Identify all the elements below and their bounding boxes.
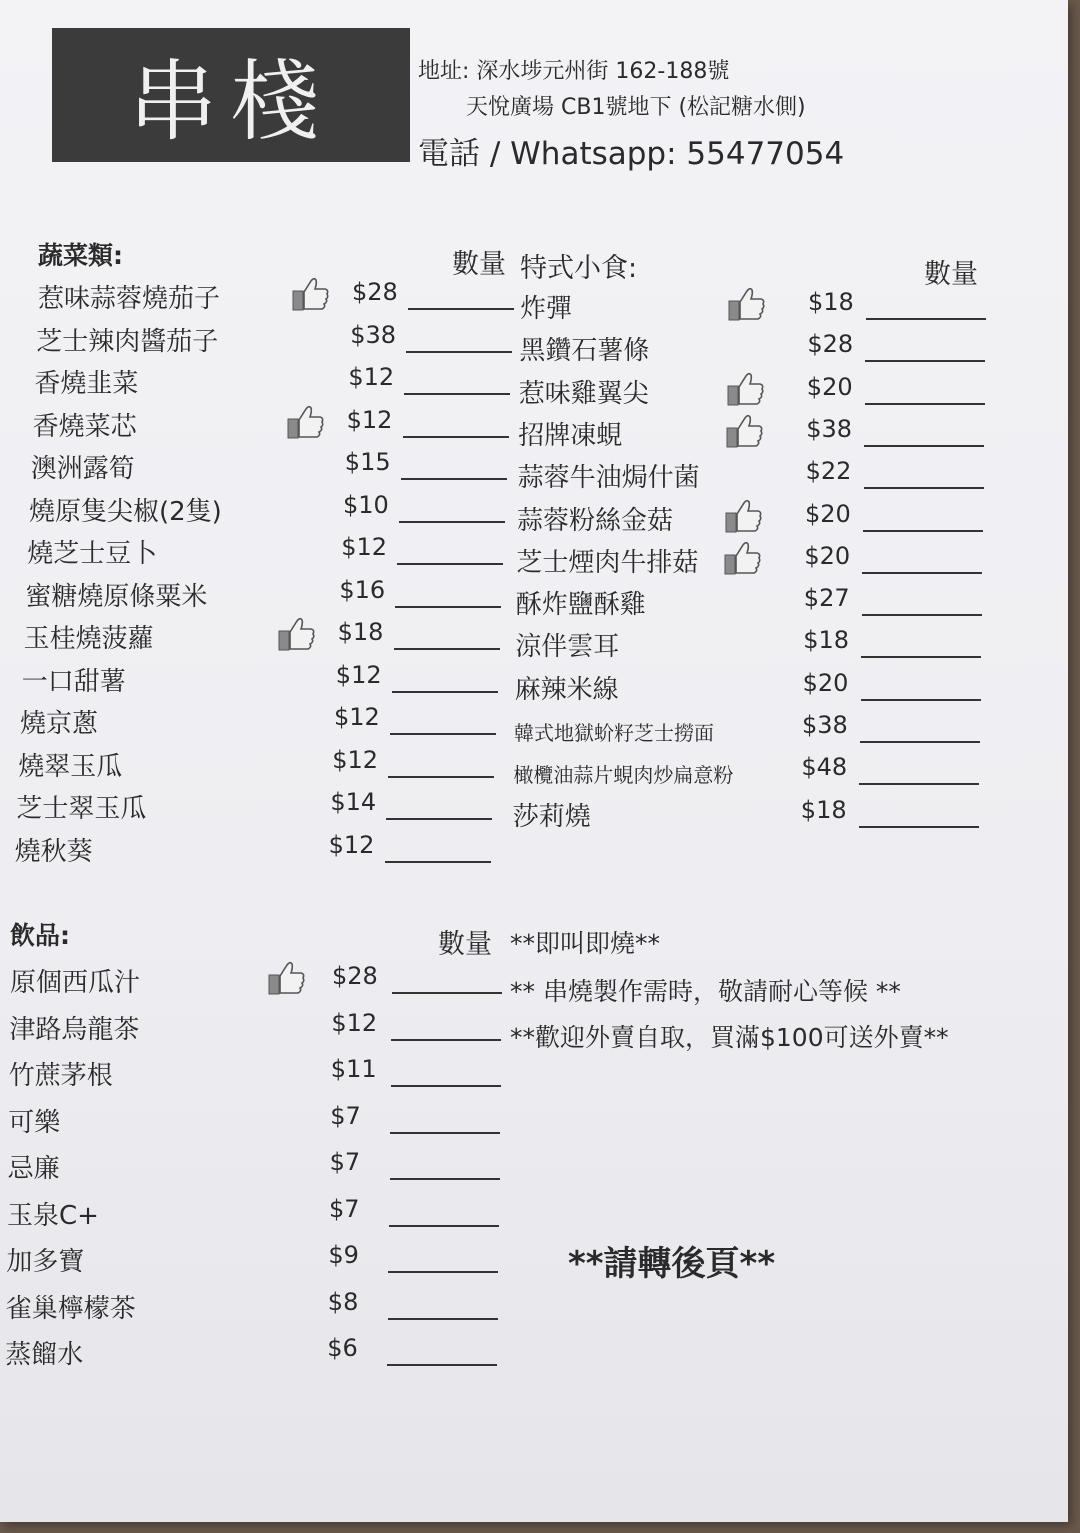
item-name: 津路烏龍茶	[9, 1014, 140, 1045]
item-price: $8	[327, 1287, 359, 1316]
item-name: 燒原隻尖椒(2隻)	[29, 496, 222, 527]
thumbs-up-icon	[268, 960, 306, 996]
item-name: 燒京蔥	[20, 709, 99, 739]
item-price: $48	[801, 753, 848, 782]
item-price: $28	[332, 962, 378, 990]
item-price: $15	[344, 448, 391, 476]
item-name: 燒秋葵	[14, 836, 93, 867]
menu-item-row	[0, 711, 1068, 751]
item-name: 招牌凍蜆	[518, 420, 623, 451]
item-name: 蒜蓉牛油焗什菌	[517, 463, 700, 494]
item-price: $11	[330, 1055, 377, 1083]
item-price: $12	[335, 660, 382, 689]
quantity-line[interactable]	[862, 614, 982, 616]
item-name: 黑鑽石薯條	[519, 336, 650, 367]
item-price: $22	[805, 457, 852, 486]
item-price: $18	[800, 795, 847, 824]
menu-item-row	[0, 831, 1068, 871]
note-line: **歡迎外賣自取，買滿$100可送外賣**	[510, 1023, 949, 1052]
menu-item-row	[0, 288, 1068, 328]
item-name: 可樂	[8, 1107, 61, 1138]
quantity-line[interactable]	[388, 1271, 498, 1273]
menu-item-row	[0, 584, 1068, 624]
note-line: ** 串燒製作需時，敬請耐心等候 **	[510, 977, 901, 1006]
item-price: $9	[328, 1241, 359, 1269]
quantity-line[interactable]	[861, 656, 981, 658]
logo-text: 串棧	[128, 50, 333, 153]
menu-item-row	[0, 1241, 1068, 1281]
phone-number: 電話 / Whatsapp: 55477054	[418, 136, 845, 172]
item-name: 麻辣米線	[514, 674, 619, 705]
quantity-line[interactable]	[390, 1178, 500, 1180]
item-name: 玉泉C+	[7, 1200, 99, 1231]
item-name: 雀巢檸檬茶	[5, 1293, 136, 1324]
quantity-line[interactable]	[865, 360, 985, 362]
quantity-line[interactable]	[390, 1132, 500, 1134]
item-price: $27	[803, 584, 850, 613]
menu-item-row	[0, 330, 1068, 370]
menu-item-row	[0, 1148, 1068, 1188]
quantity-line[interactable]	[866, 318, 986, 320]
item-price: $7	[329, 1148, 361, 1176]
item-name: 一口甜薯	[21, 666, 126, 697]
quantity-line[interactable]	[388, 1318, 498, 1320]
thumbs-up-icon	[724, 540, 762, 576]
menu-item-row	[0, 1195, 1068, 1235]
item-name: 芝士煙肉牛排菇	[516, 547, 699, 578]
item-name: 炸彈	[520, 294, 573, 324]
vegetables-heading: 蔬菜類:	[38, 241, 123, 270]
item-name: 橄欖油蒜片蜆肉炒扁意粉	[513, 763, 734, 788]
vegetables-qty-heading: 數量	[452, 249, 506, 280]
item-name: 玉桂燒菠蘿	[23, 624, 154, 654]
item-price: $14	[330, 788, 377, 816]
item-price: $20	[804, 541, 851, 570]
menu-item-row	[0, 1102, 1068, 1142]
quantity-line[interactable]	[864, 487, 984, 489]
quantity-line[interactable]	[865, 403, 985, 405]
snacks-heading: 特式小食:	[520, 253, 638, 284]
item-price: $12	[328, 830, 375, 859]
quantity-line[interactable]	[859, 783, 979, 785]
quantity-line[interactable]	[863, 530, 983, 532]
item-price: $10	[343, 490, 389, 519]
item-name: 涼伴雲耳	[515, 632, 620, 663]
menu-item-row	[0, 1334, 1068, 1374]
item-name: 燒芝士豆卜	[27, 539, 158, 569]
drinks-qty-heading: 數量	[438, 929, 492, 960]
item-name: 芝士翠玉瓜	[16, 794, 147, 824]
item-price: $28	[807, 330, 854, 359]
item-name: 酥炸鹽酥雞	[515, 590, 646, 621]
item-price: $12	[331, 1008, 378, 1037]
menu-item-row	[0, 626, 1068, 666]
item-name: 芝士辣肉醬茄子	[36, 326, 219, 357]
turn-page-note: **請轉後頁**	[568, 1244, 776, 1284]
item-price: $20	[806, 372, 853, 401]
thumbs-up-icon	[725, 498, 763, 534]
quantity-line[interactable]	[860, 741, 980, 743]
item-name: 莎莉燒	[512, 801, 591, 832]
item-name: 加多寶	[6, 1247, 85, 1277]
item-price: $20	[802, 668, 849, 697]
menu-item-row	[0, 500, 1068, 540]
snacks-qty-heading: 數量	[924, 259, 978, 290]
item-name: 惹味蒜蓉燒茄子	[38, 284, 221, 314]
item-name: 韓式地獄蚧籽芝士撈面	[514, 721, 714, 745]
quantity-line[interactable]	[392, 992, 502, 994]
quantity-line[interactable]	[861, 699, 981, 701]
note-line: **即叫即燒**	[510, 929, 661, 958]
item-name: 原個西瓜汁	[10, 968, 141, 998]
menu-item-row	[0, 542, 1068, 582]
menu-item-row	[0, 1055, 1068, 1095]
item-price: $18	[808, 288, 854, 316]
item-name: 蒜蓉粉絲金菇	[517, 505, 674, 536]
address-line-1: 地址: 深水埗元州街 162-188號	[418, 59, 730, 84]
item-name: 燒翠玉瓜	[18, 751, 123, 782]
drinks-heading: 飲品:	[10, 921, 70, 950]
menu-item-row	[0, 415, 1068, 455]
item-price: $18	[337, 618, 384, 646]
quantity-line[interactable]	[389, 1225, 499, 1227]
item-price: $7	[329, 1194, 360, 1223]
address-line-2: 天悅廣場 CB1號地下 (松記糖水側)	[466, 95, 806, 120]
menu-item-row	[0, 373, 1068, 413]
item-price: $7	[330, 1101, 361, 1130]
quantity-line[interactable]	[385, 861, 491, 863]
item-name: 蜜糖燒原條粟米	[25, 581, 208, 612]
thumbs-up-icon	[727, 371, 765, 407]
item-price: $28	[352, 278, 398, 306]
item-price: $20	[805, 499, 851, 528]
item-name: 蒸餾水	[5, 1340, 84, 1370]
item-name: 香燒菜芯	[32, 411, 137, 442]
menu-item-row	[0, 1288, 1068, 1328]
quantity-line[interactable]	[859, 826, 979, 828]
thumbs-up-icon	[728, 286, 766, 322]
menu-item-row	[0, 796, 1068, 836]
quantity-line[interactable]	[862, 572, 982, 574]
item-name: 澳洲露筍	[30, 454, 135, 484]
quantity-line[interactable]	[391, 1085, 501, 1087]
menu-item-row	[0, 753, 1068, 793]
item-price: $12	[341, 533, 387, 561]
item-name: 竹蔗茅根	[8, 1061, 113, 1091]
item-price: $38	[802, 711, 848, 739]
item-price: $12	[346, 405, 393, 434]
item-price: $12	[334, 703, 380, 731]
item-name: 惹味雞翼尖	[518, 378, 649, 409]
item-price: $6	[327, 1334, 358, 1362]
item-name: 香燒韭菜	[34, 369, 139, 399]
quantity-line[interactable]	[864, 445, 984, 447]
item-price: $12	[348, 363, 395, 391]
restaurant-logo	[52, 28, 410, 162]
menu-item-row	[0, 669, 1068, 709]
item-price: $18	[803, 626, 849, 655]
item-price: $38	[806, 414, 852, 443]
item-name: 忌廉	[7, 1154, 60, 1184]
item-price: $38	[350, 320, 396, 349]
menu-item-row	[0, 457, 1068, 497]
item-price: $16	[339, 575, 386, 604]
quantity-line[interactable]	[387, 1364, 497, 1366]
quantity-line[interactable]	[391, 1039, 501, 1041]
thumbs-up-icon	[726, 413, 764, 449]
item-price: $12	[332, 745, 378, 774]
